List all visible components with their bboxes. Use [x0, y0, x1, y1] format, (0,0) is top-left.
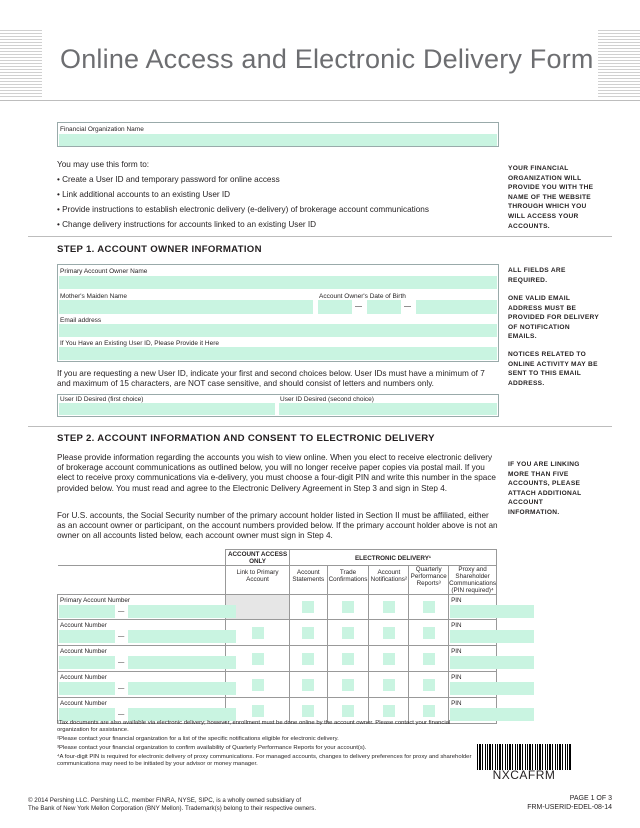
footnote-1: ¹Tax documents are also available via electronic delivery; however, enrollment must be done online by the account owner. Please contact your financial organization for assistance. — [57, 720, 451, 734]
sidebar-note-email: ONE VALID EMAIL ADDRESS MUST BE PROVIDED FOR DELIVERY OF NOTIFICATION EMAILS. — [508, 295, 599, 341]
step2-paragraph-2: For U.S. accounts, the Social Security number of the primary account holder listed in Section II must be affiliated, either as an account owner or participant, on the account numbers provided below. If the primary account holder above is not an owner on all accounts listed below, each account owner must sign in Step 4. — [57, 511, 498, 541]
step2-paragraph-1: Please provide information regarding the accounts you wish to view online. When you elect to receive electronic delivery of brokerage account communications as outlined below, you will no longer receive paper copies via postal mail. If you elect to receive proxy communications via e-delivery, you must choose a four-digit PIN and write this number in the space provided below. You must read and agree to the Electronic Delivery Agreement in Step 3 and sign in Step 4. — [57, 453, 496, 493]
account-number-input-suffix[interactable] — [128, 682, 236, 695]
confirmations-checkbox[interactable] — [342, 601, 354, 613]
account-number-label: Account Number — [60, 700, 107, 707]
footnote-4: ⁴A four-digit PIN is required for electronic delivery of proxy communications. For managed accounts, changes to delivery preferences for proxy and shareholder communications may need to be initiated by your advisor or money manager. — [57, 754, 472, 768]
notifications-checkbox[interactable] — [383, 705, 395, 717]
primary-owner-label: Primary Account Owner Name — [60, 268, 148, 275]
pin-input[interactable] — [450, 656, 534, 669]
statements-checkbox[interactable] — [302, 653, 314, 665]
performance-checkbox[interactable] — [423, 601, 435, 613]
table-blank-header — [58, 550, 226, 566]
edelivery-header: ELECTRONIC DELIVERY¹ — [289, 550, 496, 566]
confirmations-checkbox[interactable] — [342, 705, 354, 717]
confirmations-checkbox[interactable] — [342, 653, 354, 665]
dob-dash-1: — — [355, 303, 362, 310]
account-number-label: Account Number — [60, 622, 107, 629]
account-dash: — — [118, 659, 125, 666]
account-dash: — — [118, 608, 125, 615]
performance-checkbox[interactable] — [423, 679, 435, 691]
confirmations-checkbox[interactable] — [342, 627, 354, 639]
intro-bullet-2: • Link additional accounts to an existing User ID — [57, 190, 231, 199]
col-statements: Account Statements — [289, 566, 327, 595]
link-primary-checkbox[interactable] — [252, 679, 264, 691]
col-performance: Quarterly Performance Reports³ — [409, 566, 449, 595]
step2-heading: STEP 2. ACCOUNT INFORMATION AND CONSENT TO ELECTRONIC DELIVERY — [57, 433, 435, 444]
financial-org-label: Financial Organization Name — [60, 126, 144, 133]
intro-bullet-3: • Provide instructions to establish electronic delivery (e-delivery) of brokerage account communications — [57, 205, 429, 214]
page-title: Online Access and Electronic Delivery Form — [60, 44, 594, 74]
email-label: Email address — [60, 317, 102, 324]
sidebar-note-website: YOUR FINANCIAL ORGANIZATION WILL PROVIDE YOU WITH THE NAME OF THE WEBSITE THROUGH WHICH YOU WILL ACCESS YOUR ACCOUNTS. — [508, 165, 594, 230]
account-dash: — — [118, 633, 125, 640]
col-link-primary: Link to Primary Account — [226, 566, 290, 595]
performance-checkbox[interactable] — [423, 653, 435, 665]
notifications-checkbox[interactable] — [383, 653, 395, 665]
statements-checkbox[interactable] — [302, 627, 314, 639]
notifications-checkbox[interactable] — [383, 601, 395, 613]
account-dash: — — [118, 711, 125, 718]
pin-label: PIN — [451, 674, 462, 681]
pin-label: PIN — [451, 597, 462, 604]
userid-first-label: User ID Desired (first choice) — [60, 396, 144, 403]
footer-copyright-2: The Bank of New York Mellon Corporation (BNY Mellon). Trademark(s) belong to their respective owners. — [28, 805, 317, 812]
link-primary-checkbox[interactable] — [252, 653, 264, 665]
table-blank-subheader — [58, 566, 226, 595]
account-number-label: Account Number — [60, 674, 107, 681]
account-number-input-suffix[interactable] — [128, 656, 236, 669]
sidebar-note-linking: IF YOU ARE LINKING MORE THAN FIVE ACCOUNTS, PLEASE ATTACH ADDITIONAL ACCOUNT INFORMATION. — [508, 461, 582, 516]
notifications-checkbox[interactable] — [383, 627, 395, 639]
header-stripes-right — [598, 30, 640, 98]
confirmations-checkbox[interactable] — [342, 679, 354, 691]
primary-account-input-suffix[interactable] — [128, 605, 236, 618]
form-id: FRM-USERID-EDEL-08-14 — [527, 804, 612, 811]
userid-second-input[interactable] — [279, 403, 497, 415]
userid-second-label: User ID Desired (second choice) — [280, 396, 374, 403]
pin-label: PIN — [451, 700, 462, 707]
primary-account-input[interactable] — [59, 605, 115, 618]
maiden-name-label: Mother's Maiden Name — [60, 293, 127, 300]
intro-bullet-4: • Change delivery instructions for accounts linked to an existing User ID — [57, 220, 317, 229]
maiden-name-input[interactable] — [59, 300, 313, 314]
table-row — [58, 620, 497, 646]
performance-checkbox[interactable] — [423, 627, 435, 639]
step1-heading: STEP 1. ACCOUNT OWNER INFORMATION — [57, 244, 262, 255]
dob-label: Account Owner's Date of Birth — [319, 293, 406, 300]
dob-day-input[interactable] — [367, 300, 401, 314]
account-number-input-suffix[interactable] — [128, 630, 236, 643]
userid-first-input[interactable] — [59, 403, 275, 415]
account-number-label: Account Number — [60, 648, 107, 655]
pin-label: PIN — [451, 622, 462, 629]
statements-checkbox[interactable] — [302, 705, 314, 717]
userid-instructions: If you are requesting a new User ID, indicate your first and second choices below. User IDs must have a minimum of 7 and maximum of 15 characters, are NOT case sensitive, and should consist of letters and numbers only. — [57, 369, 485, 389]
intro-lead: You may use this form to: — [57, 160, 150, 169]
account-number-input[interactable] — [59, 682, 115, 695]
primary-account-label: Primary Account Number — [60, 597, 130, 604]
accounts-table — [57, 549, 497, 724]
table-row — [58, 672, 497, 698]
col-confirmations: Trade Confirmations — [327, 566, 369, 595]
intro-bullet-1: • Create a User ID and temporary password for online access — [57, 175, 280, 184]
pin-input[interactable] — [450, 630, 534, 643]
step2-divider — [28, 426, 612, 427]
pin-input[interactable] — [450, 605, 534, 618]
title-divider — [0, 100, 640, 101]
link-primary-checkbox[interactable] — [252, 627, 264, 639]
col-notifications: Account Notifications² — [369, 566, 409, 595]
col-proxy: Proxy and Shareholder Communications (PIN required)⁴ — [449, 566, 497, 594]
footnote-3: ³Please contact your financial organization to confirm availability of Quarterly Performance Reports for your account(s). — [57, 745, 367, 751]
sidebar-note-notices: NOTICES RELATED TO ONLINE ACTIVITY MAY BE SENT TO THIS EMAIL ADDRESS. — [508, 351, 598, 387]
header-stripes-left — [0, 30, 42, 98]
account-number-input[interactable] — [59, 630, 115, 643]
barcode-text: NXCAFRM — [492, 768, 556, 782]
notifications-checkbox[interactable] — [383, 679, 395, 691]
pin-label: PIN — [451, 648, 462, 655]
link-primary-checkbox[interactable] — [252, 705, 264, 717]
access-only-header: ACCOUNT ACCESS ONLY — [226, 550, 290, 566]
sidebar-note-required: ALL FIELDS ARE REQUIRED. — [508, 267, 566, 284]
pin-input[interactable] — [450, 682, 534, 695]
financial-org-input[interactable] — [59, 134, 497, 146]
footnote-2: ²Please contact your financial organization for a list of the specific notifications eligible for electronic delivery. — [57, 736, 339, 742]
email-input[interactable] — [59, 324, 497, 337]
existing-id-label: If You Have an Existing User ID, Please Provide it Here — [60, 340, 219, 347]
existing-id-input[interactable] — [59, 347, 497, 360]
statements-checkbox[interactable] — [302, 601, 314, 613]
dob-year-input[interactable] — [416, 300, 497, 314]
dob-dash-2: — — [404, 303, 411, 310]
barcode — [477, 744, 571, 770]
step1-divider — [28, 236, 612, 237]
account-number-input[interactable] — [59, 656, 115, 669]
footer-copyright-1: © 2014 Pershing LLC. Pershing LLC, member FINRA, NYSE, SIPC, is a wholly owned subsidiary of — [28, 797, 302, 804]
primary-owner-input[interactable] — [59, 276, 497, 289]
dob-month-input[interactable] — [318, 300, 352, 314]
statements-checkbox[interactable] — [302, 679, 314, 691]
page-number: PAGE 1 OF 3 — [569, 795, 612, 802]
table-row — [58, 595, 497, 620]
performance-checkbox[interactable] — [423, 705, 435, 717]
account-dash: — — [118, 685, 125, 692]
table-row — [58, 646, 497, 672]
